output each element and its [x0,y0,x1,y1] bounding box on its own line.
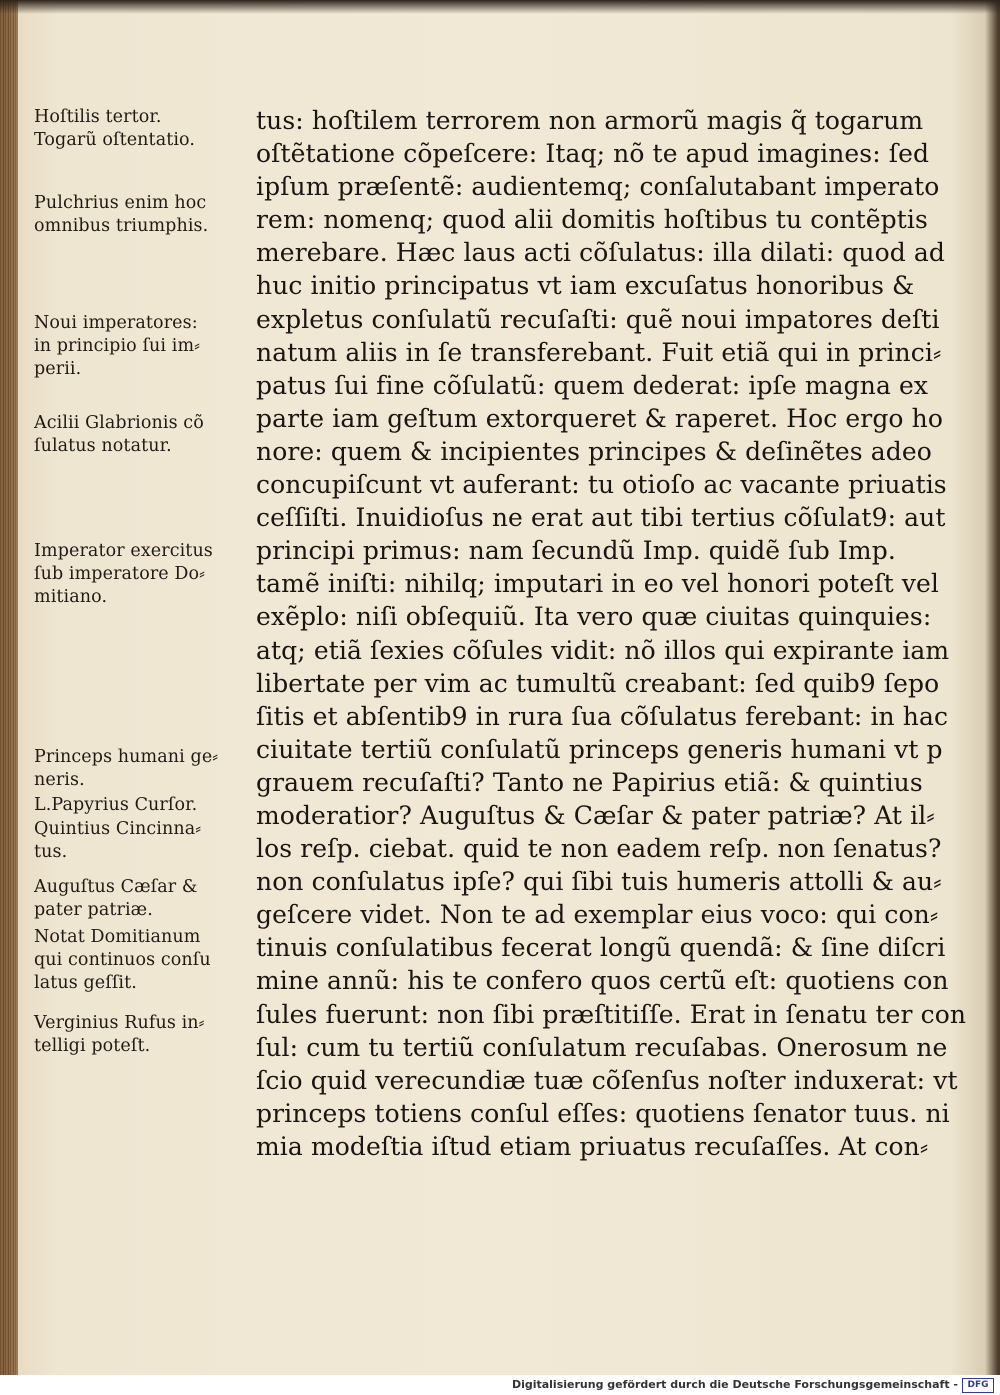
margin-note: L.Papyrius Curſor. [34,795,198,815]
text-line: moderatior? Auguſtus & Cæſar & pater patriæ? At il⸗ [256,800,935,830]
dfg-logo: DFG [962,1378,994,1393]
text-line: tinuis conſulatibus fecerat longũ quendã: & ſine diſcri [256,933,946,963]
text-line: exẽplo: niſi obſequiũ. Ita vero quæ ciuitas quinquies: [256,602,932,632]
text-line: patus ſui fine cõſulatũ: quem dederat: ipſe magna ex [256,370,929,400]
margin-note: Verginius Rufus in⸗ telligi poteſt. [34,1013,205,1056]
footer-bar [0,1375,1000,1395]
text-line: tamẽ iniſti: nihilq; imputari in eo vel honori poteſt vel [256,569,940,599]
text-line: merebare. Hæc laus acti cõſulatus: illa dilati: quod ad [256,238,946,268]
text-line: atq; etiã ſexies cõſules vidit: nõ illos qui expirante iam [256,635,950,665]
text-line: ipſum præſentẽ: audientemq; conſalutabant imperato [256,172,940,202]
text-line: mine annũ: his te confero quos certũ eſt: quotiens con [256,966,949,996]
text-line: nore: quem & incipientes principes & deſinẽtes adeo [256,436,932,466]
text-line: ceſſiſti. Inuidioſus ne erat aut tibi tertius cõſulat9: aut [256,503,946,533]
margin-note: Noui imperatores: in principio ſui im⸗ perii. [34,313,201,379]
text-line: huc initio principatus vt iam excuſatus honoribus & [256,271,915,301]
text-line: ſcio quid verecundiæ tuæ cõſenſus noſter induxerat: vt [256,1065,958,1095]
text-line: geſcere videt. Non te ad exemplar eius voco: qui con⸗ [256,900,939,930]
margin-note: Acilii Glabrionis cõ ſulatus notatur. [34,413,204,456]
text-line: libertate per vim ac tumultũ creabant: ſed quib9 ſepo [256,668,940,698]
funding-credit: Digitalisierung gefördert durch die Deutsche Forschungsgemeinschaft - [511,1378,958,1391]
text-line: ciuitate tertiũ conſulatũ princeps generis humani vt p [256,734,943,764]
text-line: rem: nomenq; quod alii domitis hoſtibus tu contẽptis [256,205,928,235]
text-line: principi primus: nam ſecundũ Imp. quidẽ ſub Imp. [256,536,896,566]
text-line: ſules fuerunt: non ſibi præſtitiſſe. Erat in ſenatu ter con [256,999,967,1029]
text-line: tus: hoſtilem terrorem non armorũ magis q̃ togarum [256,106,924,135]
book-spine-edge [0,0,18,1375]
margin-note: Imperator exercitus ſub imperatore Do⸗ mitiano. [34,541,213,607]
text-line: mia modeſtia iſtud etiam priuatus recuſaſſes. At con⸗ [256,1131,929,1161]
text-line: expletus conſulatũ recuſaſti: quẽ noui impatores deſti [256,304,940,334]
text-line: natum aliis in ſe transferebant. Fuit etiã qui in princi⸗ [256,337,942,367]
margin-note: Quintius Cincinna⸗ tus. [34,819,202,862]
text-line: oſtẽtatione cõpeſcere: Itaq; nõ te apud imagines: ſed [256,139,930,169]
text-line: parte iam geſtum extorqueret & raperet. Hoc ergo ho [256,403,943,433]
margin-note: Hoſtilis tertor. Togarũ oſtentatio. [34,107,196,150]
margin-note: Notat Domitianum qui continuos conſu latus geſſit. [34,927,211,993]
margin-note: Princeps humani ge⸗ neris. [34,747,219,790]
margin-note: Pulchrius enim hoc omnibus triumphis. [34,193,209,236]
text-line: concupiſcunt vt auferant: tu otioſo ac vacante priuatis [256,470,947,500]
margin-note: Auguſtus Cæſar & pater patriæ. [34,877,198,920]
main-text-block [256,104,967,1163]
margin-notes [34,0,246,1375]
text-line: non conſulatus ipſe? qui ſibi tuis humeris attolli & au⸗ [256,867,942,897]
text-line: princeps totiens conſul eſſes: quotiens ſenator tuus. ni [256,1098,950,1128]
text-line: ſul: cum tu tertiũ conſulatum recuſabas. Onerosum ne [256,1032,948,1062]
text-line: grauem recuſaſti? Tanto ne Papirius etiã: & quintius [256,767,923,797]
text-line: los reſp. ciebat. quid te non eadem reſp. non ſenatus? [256,834,942,864]
text-line: ſitis et abſentib9 in rura ſua cõſulatus ferebant: in hac [256,701,949,731]
